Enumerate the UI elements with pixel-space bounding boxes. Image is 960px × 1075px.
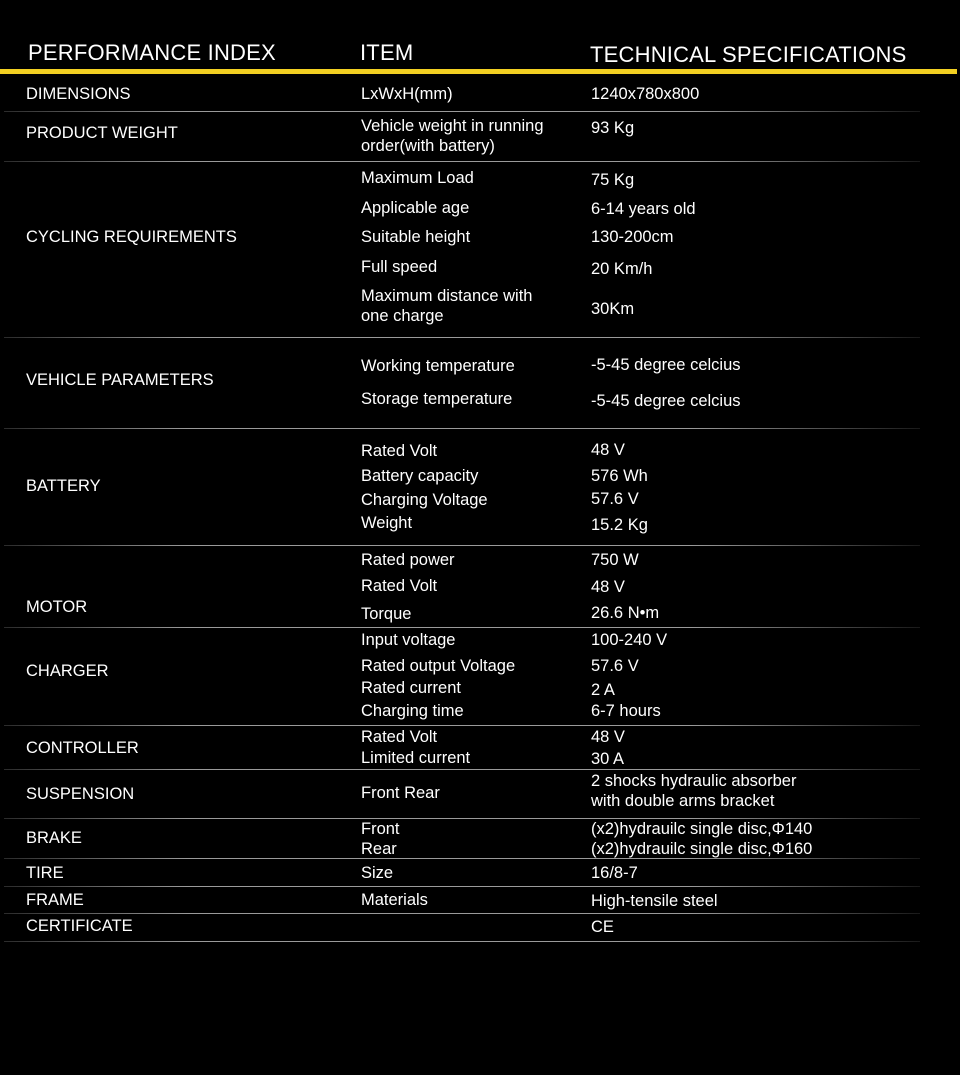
table-row	[0, 628, 960, 726]
spec-value: 6-14 years old	[591, 200, 696, 218]
item-label: Maximum distance with one charge	[361, 287, 533, 325]
spec-value: 48 V	[591, 728, 625, 746]
spec-value: 750 W	[591, 551, 639, 569]
item-label: Rated output Voltage	[361, 657, 516, 675]
row-category: VEHICLE PARAMETERS	[26, 371, 214, 389]
item-label: Torque	[361, 605, 412, 623]
item-label: Rated power	[361, 551, 455, 569]
row-divider	[4, 941, 920, 942]
item-label: Storage temperature	[361, 390, 513, 408]
row-category: FRAME	[26, 891, 84, 909]
row-category: DIMENSIONS	[26, 85, 131, 103]
item-label: Charging time	[361, 702, 464, 720]
spec-value: 48 V	[591, 578, 625, 596]
item-label: Front	[361, 820, 400, 838]
spec-value: 15.2 Kg	[591, 516, 648, 534]
item-label: Limited current	[361, 749, 471, 767]
row-category: CERTIFICATE	[26, 917, 133, 935]
header-accent-bar	[0, 69, 957, 74]
item-label: Suitable height	[361, 228, 471, 246]
table-row	[0, 546, 960, 628]
table-row	[0, 887, 960, 914]
item-label: Working temperature	[361, 357, 515, 375]
row-category: BRAKE	[26, 829, 82, 847]
spec-value: (x2)hydrauilc single disc,Φ160	[591, 840, 813, 858]
item-label: Rated Volt	[361, 728, 438, 746]
row-category: SUSPENSION	[26, 785, 135, 803]
spec-value: 57.6 V	[591, 657, 639, 675]
table-row	[0, 112, 960, 162]
row-category: CHARGER	[26, 662, 109, 680]
spec-value: 130-200cm	[591, 228, 674, 246]
header-item: ITEM	[360, 40, 414, 65]
row-category: CYCLING REQUIREMENTS	[26, 228, 237, 246]
spec-value: 100-240 V	[591, 631, 668, 649]
spec-value: 30Km	[591, 300, 635, 318]
item-label: Input voltage	[361, 631, 456, 649]
row-category: CONTROLLER	[26, 739, 139, 757]
item-label: Materials	[361, 891, 428, 909]
item-label: Size	[361, 864, 394, 882]
spec-value: CE	[591, 918, 614, 936]
spec-value: -5-45 degree celcius	[591, 392, 741, 410]
spec-value: 16/8-7	[591, 864, 638, 882]
table-row	[0, 914, 960, 942]
table-row	[0, 75, 960, 112]
item-label: Rated current	[361, 679, 461, 697]
item-label: Weight	[361, 514, 413, 532]
table-row	[0, 338, 960, 429]
header-performance-index: PERFORMANCE INDEX	[28, 40, 276, 65]
header-technical-specifications: TECHNICAL SPECIFICATIONS	[590, 42, 907, 67]
table-row	[0, 429, 960, 546]
spec-value: (x2)hydrauilc single disc,Φ140	[591, 820, 813, 838]
spec-value: 20 Km/h	[591, 260, 653, 278]
item-label: Battery capacity	[361, 467, 479, 485]
spec-value: 57.6 V	[591, 490, 639, 508]
spec-value: 30 A	[591, 750, 625, 768]
row-category: MOTOR	[26, 598, 88, 616]
table-header	[0, 0, 960, 76]
row-category: BATTERY	[26, 477, 101, 495]
spec-value: 2 shocks hydraulic absorber with double arms bracket	[591, 772, 797, 810]
spec-value: 6-7 hours	[591, 702, 661, 720]
spec-value: High-tensile steel	[591, 892, 718, 910]
item-label: Charging Voltage	[361, 491, 488, 509]
item-label: Rear	[361, 840, 397, 858]
item-label: Maximum Load	[361, 169, 474, 187]
item-label: Rated Volt	[361, 442, 438, 460]
table-row	[0, 726, 960, 770]
spec-value: 576 Wh	[591, 467, 648, 485]
spec-value: -5-45 degree celcius	[591, 356, 741, 374]
item-label: Front Rear	[361, 784, 440, 802]
spec-value: 93 Kg	[591, 119, 635, 137]
item-label: Full speed	[361, 258, 438, 276]
table-row	[0, 770, 960, 819]
item-label: Vehicle weight in running order(with battery)	[361, 117, 544, 155]
spec-value: 2 A	[591, 681, 615, 699]
spec-value: 26.6 N•m	[591, 604, 660, 622]
table-row	[0, 859, 960, 887]
item-label: Rated Volt	[361, 577, 438, 595]
table-row	[0, 819, 960, 859]
spec-value: 75 Kg	[591, 171, 635, 189]
row-category: TIRE	[26, 864, 64, 882]
item-label: LxWxH(mm)	[361, 85, 453, 103]
spec-value: 48 V	[591, 441, 625, 459]
row-category: PRODUCT WEIGHT	[26, 124, 178, 142]
item-label: Applicable age	[361, 199, 470, 217]
spec-value: 1240x780x800	[591, 85, 700, 103]
table-row	[0, 162, 960, 338]
